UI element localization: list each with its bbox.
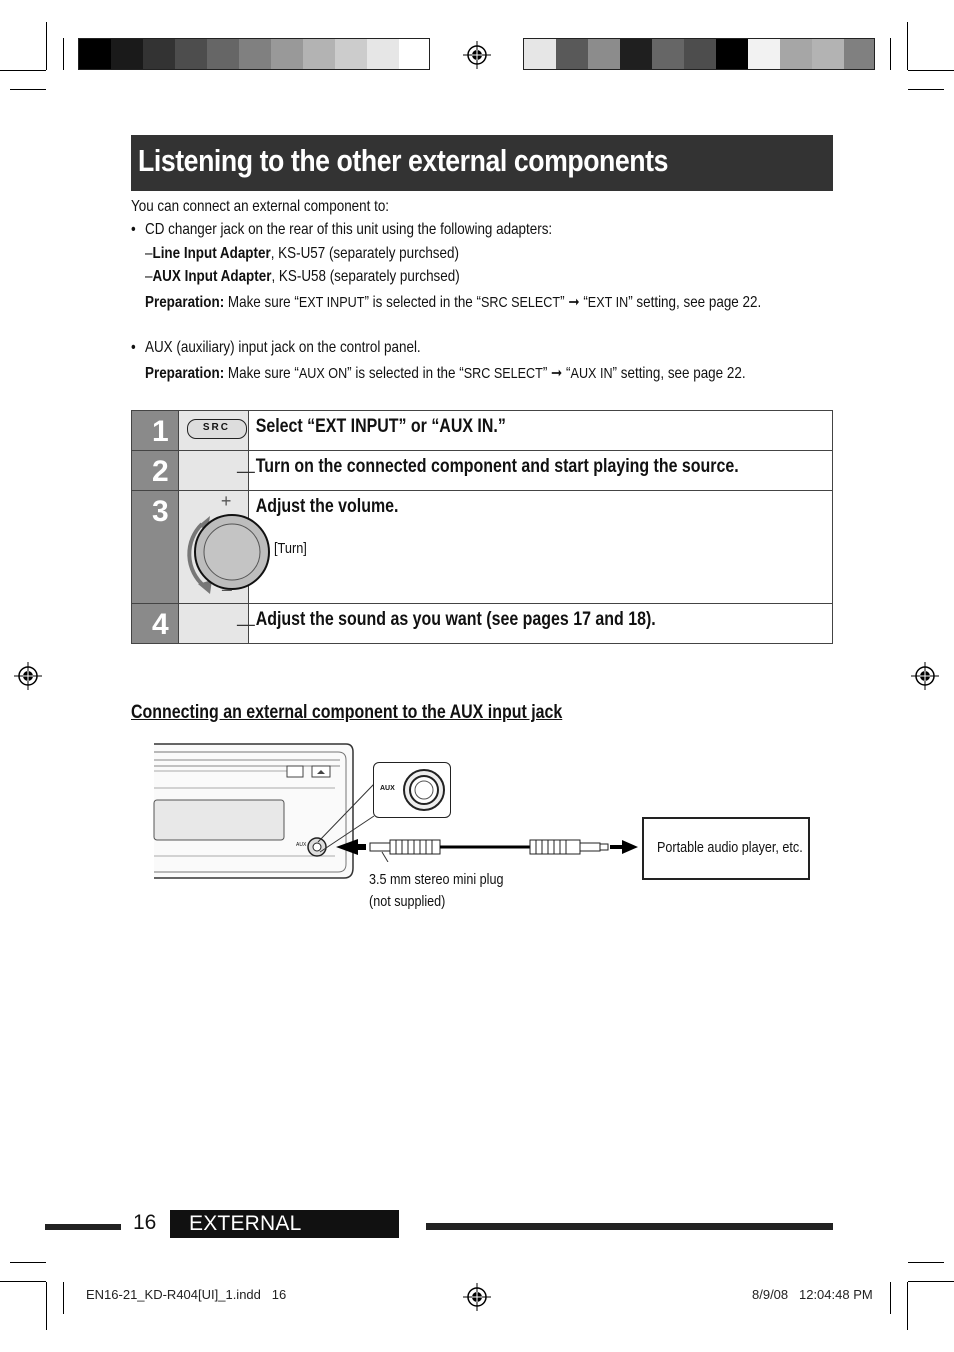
crop-mark (908, 1281, 954, 1282)
grayscale-bar-left (78, 38, 430, 70)
step-number-text: 4 (152, 608, 169, 641)
display-text: AUX ON (298, 365, 348, 382)
crop-mark (908, 70, 954, 71)
footer-rule-left (45, 1224, 121, 1230)
volume-down-icon: – (221, 579, 232, 599)
bullet-aux-jack: AUX (auxiliary) input jack on the control panel. (145, 339, 421, 356)
registration-mark-icon (911, 662, 939, 690)
section-label-text: EXTERNAL DEVICES (189, 1212, 301, 1259)
src-button-icon (187, 419, 247, 439)
crop-mark (63, 38, 64, 70)
bullet-dot: • (131, 339, 136, 356)
display-text: EXT IN (587, 294, 629, 311)
prep-text: ” (542, 365, 552, 382)
page-number: 16 (133, 1211, 157, 1234)
portable-player-box (642, 817, 810, 880)
crop-mark (0, 70, 46, 71)
plug-caption: 3.5 mm stereo mini plug (369, 871, 504, 888)
crop-mark (890, 38, 891, 70)
step-number (132, 411, 179, 451)
crop-mark (907, 1282, 908, 1330)
step-text: Turn on the connected component and start playing the source. (255, 456, 739, 477)
step-number-text: 2 (152, 455, 169, 488)
src-button-label: SRC (202, 422, 230, 433)
turn-label: [Turn] (273, 540, 307, 557)
display-text: EXT INPUT (298, 294, 365, 311)
preparation-label: Preparation: (145, 294, 225, 311)
section-heading: Connecting an external component to the AUX input jack (131, 702, 563, 723)
steps-table (131, 410, 833, 644)
step-number (132, 604, 179, 644)
step-number-text: 1 (152, 415, 169, 448)
preparation-label: Preparation: (145, 365, 225, 382)
adapter-aux-input: –AUX Input Adapter, KS-U58 (separately purchsed) (145, 268, 460, 285)
prep-text: “ (562, 365, 571, 382)
aux-jack-label: AUX (380, 785, 395, 792)
adapter-name: AUX Input Adapter (152, 268, 272, 285)
prep-text: Make sure “ (224, 294, 299, 311)
preparation-aux (145, 363, 746, 383)
step-number-text: 3 (152, 495, 169, 528)
crop-mark (10, 1262, 46, 1263)
adapter-name: Line Input Adapter (152, 245, 271, 262)
step-icon-cell (178, 451, 255, 491)
aux-jack-icon (402, 766, 448, 812)
arrow-icon: ➞ (568, 294, 580, 311)
connection-diagram (150, 740, 820, 920)
step-icon-cell (178, 491, 307, 604)
page-title: Listening to the other external components (138, 143, 669, 178)
step-number (132, 451, 179, 491)
crop-mark (46, 1282, 47, 1330)
bullet-cd-changer: CD changer jack on the rear of this unit using the following adapters: (145, 221, 553, 238)
step-number (132, 491, 179, 604)
intro-text: You can connect an external component to: (131, 198, 390, 215)
step-description (249, 491, 833, 604)
registration-mark-icon (463, 41, 491, 69)
prep-text: Make sure “ (224, 365, 299, 382)
crop-mark (46, 22, 47, 70)
registration-mark-icon (463, 1283, 491, 1311)
step-icon-cell (178, 604, 255, 644)
step-text: Adjust the sound as you want (see pages 17 and 18). (255, 609, 656, 630)
crop-mark (0, 1281, 46, 1282)
step-text: Adjust the volume. (255, 496, 399, 517)
adapter-detail: , KS-U58 (separately purchsed) (271, 268, 460, 285)
step-icon-cell (178, 411, 248, 451)
footer-rule-right (426, 1223, 833, 1230)
volume-up-icon: + (220, 491, 232, 511)
display-text: SRC SELECT (480, 294, 561, 311)
slug-filename: EN16-21_KD-R404[UI]_1.indd 16 (86, 1287, 287, 1302)
grayscale-bar-right (523, 38, 875, 70)
bullet-dot: • (131, 221, 136, 238)
step-description (249, 411, 833, 451)
step-text: Select “EXT INPUT” or “AUX IN.” (255, 416, 506, 437)
stereo-mini-plug-cable-icon (330, 830, 640, 862)
step-row (132, 604, 833, 644)
crop-mark (890, 1282, 891, 1314)
portable-player-label: Portable audio player, etc. (657, 839, 803, 856)
crop-mark (907, 22, 908, 70)
arrow-icon: ➞ (551, 365, 563, 382)
prep-text: ” is selected in the “ (364, 294, 481, 311)
crop-mark (908, 89, 944, 90)
no-icon-dash: — (236, 614, 255, 634)
plug-caption-note: (not supplied) (369, 893, 446, 910)
step-row (132, 491, 833, 604)
preparation-ext (145, 292, 761, 312)
step-row (132, 451, 833, 491)
prep-text: ” setting, see page 22. (612, 365, 746, 382)
step-row (132, 411, 833, 451)
section-label (170, 1210, 399, 1259)
aux-panel-label: AUX (296, 842, 307, 848)
prep-text: ” setting, see page 22. (628, 294, 762, 311)
prep-text: ” is selected in the “ (347, 365, 464, 382)
step-description (249, 451, 833, 491)
display-text: AUX IN (570, 365, 613, 382)
registration-mark-icon (14, 662, 42, 690)
crop-mark (908, 1262, 944, 1263)
title-bar (131, 135, 833, 191)
aux-jack-closeup (373, 762, 451, 818)
crop-mark (63, 1282, 64, 1314)
display-text: SRC SELECT (463, 365, 543, 382)
slug-datetime: 8/9/08 12:04:48 PM (752, 1287, 873, 1302)
crop-mark (10, 89, 46, 90)
prep-text: ” (560, 294, 569, 311)
step-description (249, 604, 833, 644)
adapter-detail: , KS-U57 (separately purchsed) (270, 245, 459, 262)
no-icon-dash: — (236, 461, 255, 481)
adapter-line-input: –Line Input Adapter, KS-U57 (separately purchsed) (145, 245, 459, 262)
prep-text: “ (579, 294, 588, 311)
